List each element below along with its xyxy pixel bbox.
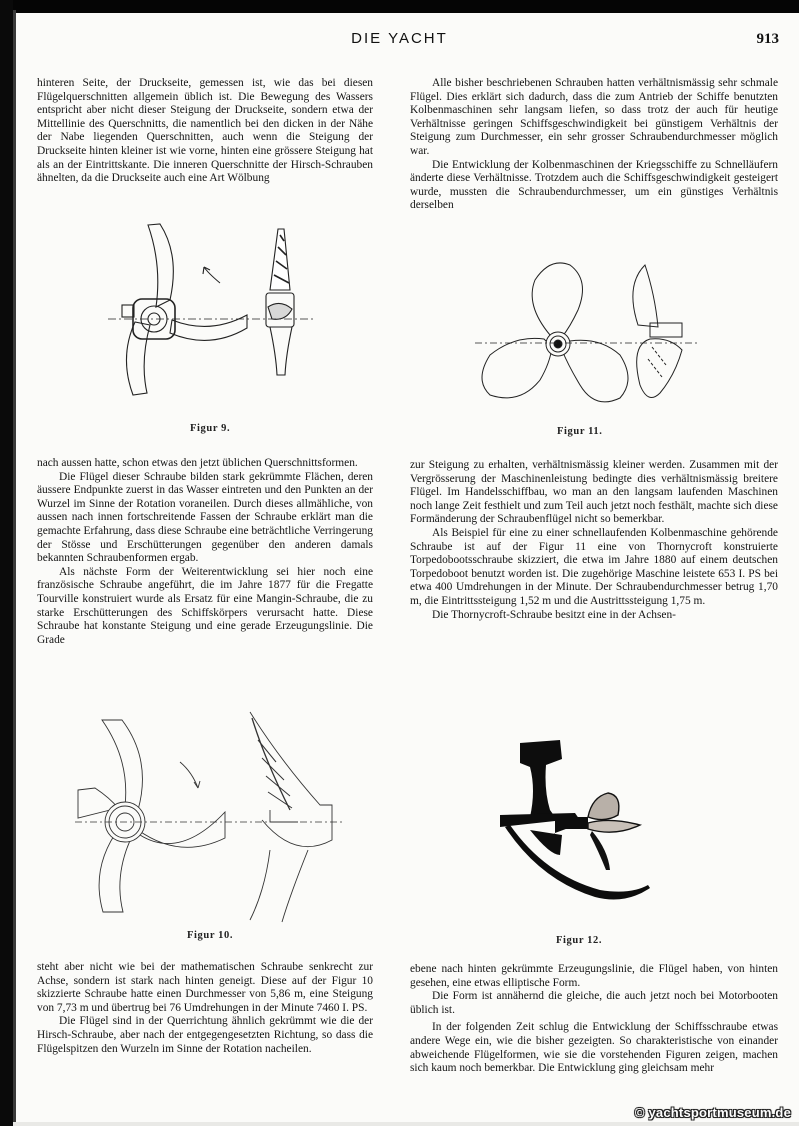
right-column-block-3 [410, 963, 778, 1076]
figure-9-drawing [100, 215, 320, 405]
blade [532, 263, 582, 337]
running-head: DIE YACHT [351, 30, 448, 47]
blade [148, 224, 173, 307]
figure-11 [470, 255, 700, 410]
paragraph: Die Flügel dieser Schraube bilden stark gekrümmte Flächen, deren äussere Endpunkte zuerst in das Wasser eintreten und den Punkten an der Wurzel im Sinne der Rotation voraneilen. Durch dieses allmähliche, von aussen nach innen fortschreitende Fassen der Schraube erklärt man die gemachte Erfahrung, dass diese Schraube eine beträchtliche Verringerung der Stösse und Erschütterungen gegenüber den anderen damals bekannten Schraubenformen ergab. [37, 470, 373, 565]
paragraph: steht aber nicht wie bei der mathematischen Schraube senkrecht zur Achse, sondern ist stark nach hinten geneigt. Diese auf der Figur 10 skizzierte Schraube hatte einen Durchmesser von 5,86 m, eine Steigung von 7,73 m und übertrug bei 76 Umdrehungen in der Minute 7460 I. PS. [37, 961, 373, 1014]
blade [138, 812, 225, 847]
propeller-blade [588, 793, 619, 820]
left-column-block-2 [37, 457, 373, 647]
page-number: 913 [756, 31, 779, 47]
blade [102, 720, 142, 810]
left-column-block-1 [37, 77, 373, 186]
figure-11-drawing [470, 255, 700, 410]
paragraph: Die Flügel sind in der Querrichtung ähnlich gekrümmt wie die der Hirsch-Schraube, aber nach der entgegengesetzten Richtung, so dass die Flügelspitzen den Wurzeln im Sinne der Rotation nacheilen. [37, 1015, 373, 1055]
paragraph: ebene nach hinten gekrümmte Erzeugungslinie, die Flügel haben, von hinten gesehen, eine etwas elliptische Form. [410, 963, 778, 989]
paragraph: Die Entwicklung der Kolbenmaschinen der Kriegsschiffe zu Schnelläufern änderte diese Verhältnisse. Trotzdem auch die Schiffsgeschwindigkeit gesteigert wurde, mussten die Schraubendurchmesser, um ein günstiges Verhältnis derselben [410, 158, 778, 212]
figure-11-caption: Figur 11. [557, 426, 603, 437]
sternpost [520, 740, 562, 817]
propeller-blade [590, 831, 610, 870]
side-view-blade [250, 712, 332, 847]
scan-border-left [0, 0, 13, 1126]
blade [482, 338, 552, 398]
figure-12 [500, 735, 670, 910]
propeller-blade [588, 820, 640, 832]
paragraph: In der folgenden Zeit schlug die Entwicklung der Schiffsschraube etwas andere Wege ein, wie die bisher gezeigten. So charakteristische von einander abweichende Flügelformen, wie sie die vorstehenden Figuren zeigen, machen sich kaum noch bemerkbar. Die Entwicklung ging gleichsam mehr [410, 1021, 778, 1075]
paragraph: Die Form ist annähernd die gleiche, die auch jetzt noch bei Motorbooten üblich ist. [410, 990, 778, 1016]
paragraph: zur Steigung zu erhalten, verhältnismässig kleiner werden. Zusammen mit der Vergrösserung der Maschinenleistung bedingte dies verhältnismässig breitere Flügel. Im Handelsschiffbau, wo man an den langsam laufenden Maschinen noch lange Zeit festhielt und zum Teil auch jetzt noch festhält, machte sich diese Formänderung der Schraubenflügel nicht so bemerkbar. [410, 459, 778, 526]
left-column-block-3 [37, 961, 373, 1056]
watermark: © yachtsportmuseum.de [634, 1105, 791, 1120]
paragraph: Als nächste Form der Weiterentwicklung sei hier noch eine französische Schraube angeführt, die im Jahre 1877 für die Fregatte Tourville konstruiert wurde als Ersatz für eine Mangin-Schraube, die zu starke Erschütterungen des Schiffskörpers verursacht hatte. Diese Schraube hat konstante Steigung und eine gerade Erzeugungslinie. Die Grade [37, 565, 373, 646]
figure-10-caption: Figur 10. [187, 930, 234, 941]
blade [562, 340, 628, 402]
scan-border-top [0, 0, 799, 13]
figure-10-drawing [70, 700, 350, 925]
side-view-blade [250, 850, 308, 922]
side-view-blade [633, 265, 658, 327]
page-edge-shadow [13, 10, 16, 1126]
paragraph: Die Thornycroft-Schraube besitzt eine in der Achsen- [432, 608, 676, 621]
figure-9 [100, 215, 320, 405]
side-view-blade-bottom [270, 327, 292, 375]
right-column-block-1 [410, 77, 778, 213]
side-view-hub [650, 323, 682, 337]
scan-border-bottom [13, 1122, 799, 1126]
figure-10 [70, 700, 350, 925]
blade [126, 322, 150, 395]
paragraph: Als Beispiel für eine zu einer schnellaufenden Kolbenmaschine gehörende Schraube ist auf der Figur 11 eine von Thornycroft konstruierte Torpedobootsschraube skizziert, die etwa im Jahre 1880 auf einem deutschen Torpedoboot benutzt worden ist. Die zugehörige Maschine leistete 653 I. PS bei etwa 400 Umdrehungen in der Minute. Der Schraubendurchmesser betrug 1,70 m, die Eintrittssteigung 1,52 m und die Austrittssteigung 1,75 m. [410, 526, 778, 607]
right-column-block-2 [410, 459, 778, 622]
rotation-arrow [204, 267, 220, 283]
side-view-blade-top [270, 229, 290, 290]
skeg [505, 825, 650, 900]
paragraph: Alle bisher beschriebenen Schrauben hatten verhältnismässig sehr schmale Flügel. Dies erklärt sich dadurch, dass die zum Antrieb der Schiffe benutzten Kolbenmaschinen sehr langsam liefen, so dass trotz der auch für heutige Verhältnisse geringen Schiffsgeschwindigkeit bei günstigem Verhältnis der Steigung zum Durchmesser, ein sehr grosser Schraubendurchmesser möglich war. [410, 77, 778, 157]
side-view-blade [637, 339, 682, 398]
figure-12-caption: Figur 12. [556, 935, 603, 946]
paragraph: hinteren Seite, der Druckseite, gemessen ist, wie das bei diesen Flügelquerschnitten allgemein üblich ist. Die Bewegung des Wassers entspricht aber nicht dieser Steigung der Druckseite, sondern etwa der Mittellinie des Querschnitts, die namentlich bei den dicken in der Nähe der Nabe liegenden Querschnitten, auch wenn die Steigung der Druckseite hinten kleiner ist wie vorne, hinten eine grössere Steigung hat als an der Eintrittskante. Die inneren Querschnitte der Hirsch-Schrauben ähnelten, da die Druckseite auch eine Art Wölbung [37, 77, 373, 185]
figure-12-photo [500, 735, 670, 910]
paragraph: nach aussen hatte, schon etwas den jetzt üblichen Querschnittsformen. [37, 457, 358, 469]
figure-9-caption: Figur 9. [190, 423, 231, 434]
